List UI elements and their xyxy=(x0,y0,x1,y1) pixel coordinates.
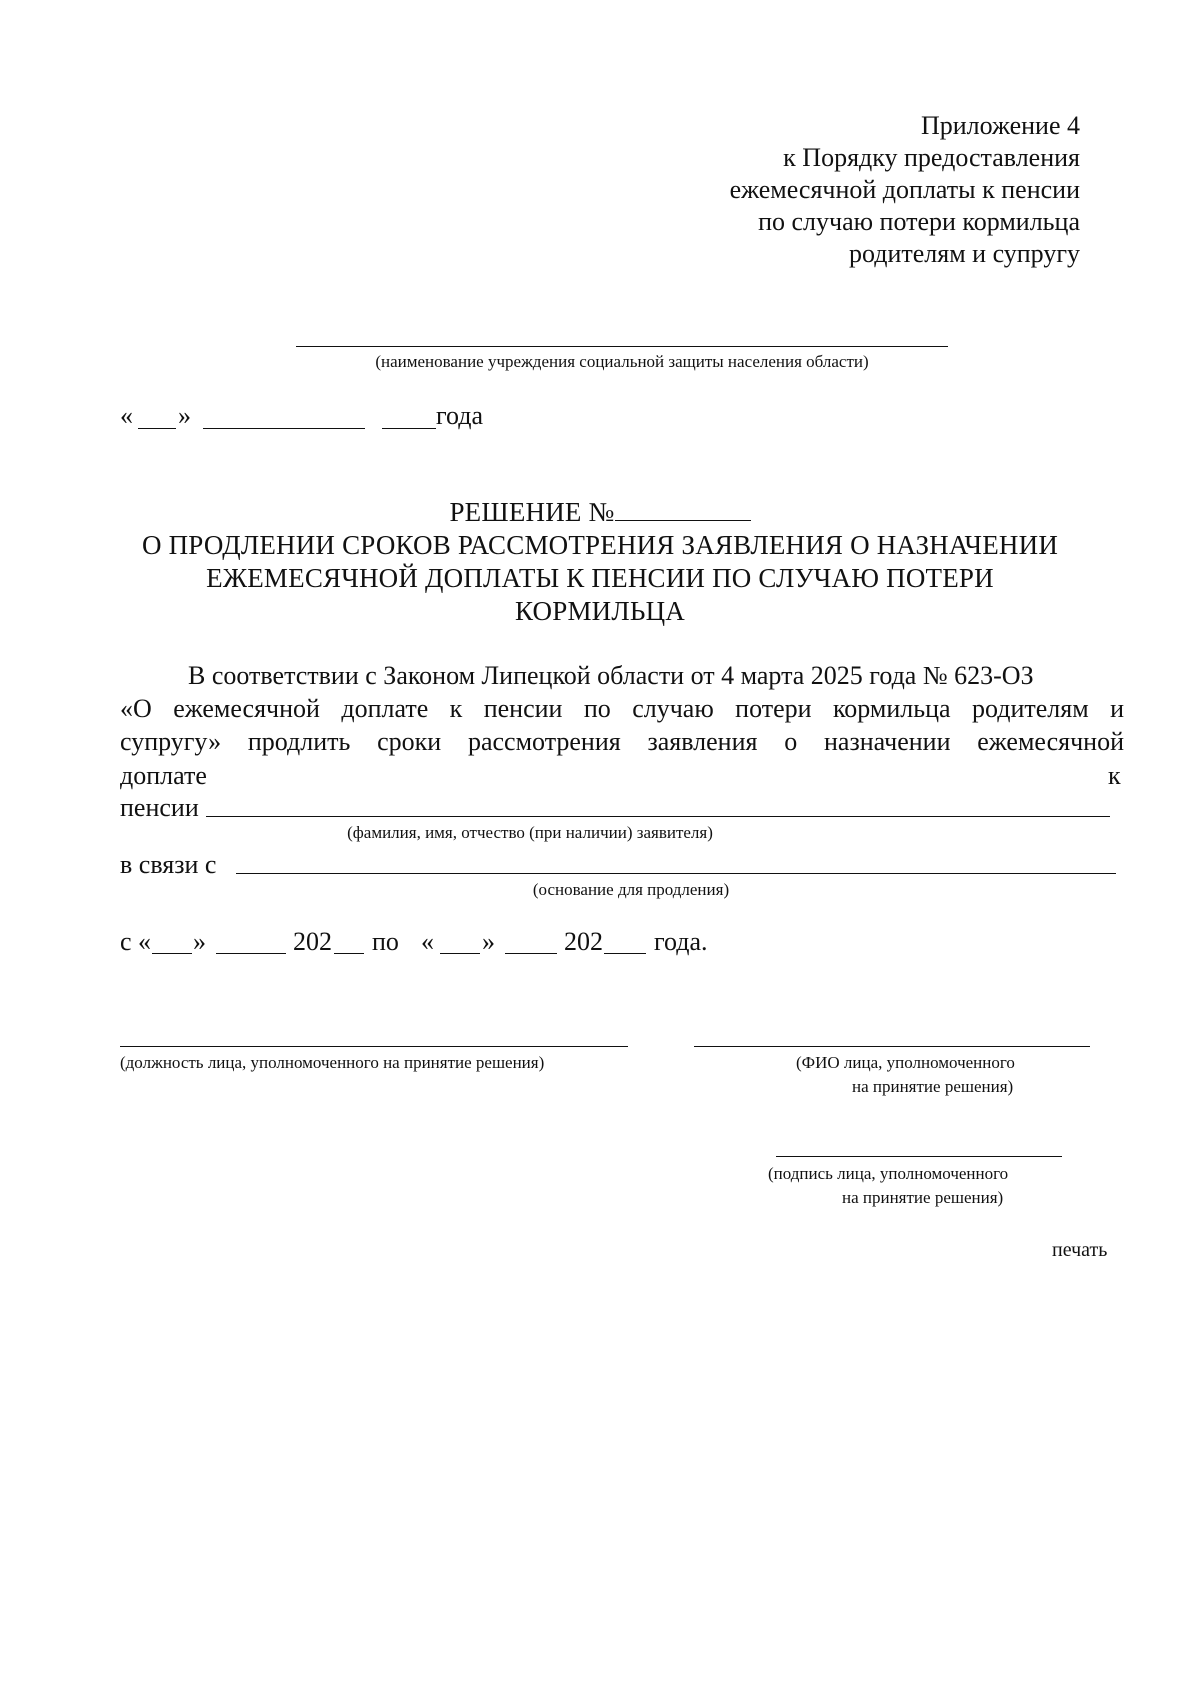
signature-caption: (подпись лица, уполномоченного xyxy=(768,1164,1009,1183)
decision-subject-line: О ПРОДЛЕНИИ СРОКОВ РАССМОТРЕНИЯ ЗАЯВЛЕНИЯ О НАЗНАЧЕНИИ xyxy=(141,530,1059,560)
reason-caption: (основание для продления) xyxy=(532,880,730,899)
body-line: В соответствии с Законом Липецкой области от 4 марта 2025 года № 623-ОЗ xyxy=(188,661,1034,690)
period-to-day-blank xyxy=(440,953,480,954)
appendix-line: по случаю потери кормильца xyxy=(758,207,1080,236)
period-end: года. xyxy=(654,927,708,956)
pension-label: пенсии xyxy=(120,793,199,822)
body-line: супругу» продлить сроки рассмотрения заявления о назначении ежемесячной xyxy=(120,727,1124,756)
official-position-line xyxy=(120,1046,628,1047)
applicant-name-caption: (фамилия, имя, отчество (при наличии) заявителя) xyxy=(347,823,713,842)
date-year-blank xyxy=(382,428,436,429)
period-from-year-blank xyxy=(334,953,364,954)
decision-number-blank xyxy=(615,496,751,521)
period-to-quote-open: « xyxy=(421,927,434,956)
official-name-line xyxy=(694,1046,1090,1047)
appendix-line: к Порядку предоставления xyxy=(783,143,1080,172)
body-line-left: доплате xyxy=(120,761,207,790)
date-close-quote: » xyxy=(178,401,191,430)
period-from-year: 202 xyxy=(293,927,332,956)
appendix-line: родителям и супругу xyxy=(848,239,1080,268)
date-open-quote: « xyxy=(120,401,133,430)
decision-subject-line: КОРМИЛЬЦА xyxy=(515,596,685,626)
period-from: с « xyxy=(120,927,152,956)
signature-caption: на принятие решения) xyxy=(842,1188,1004,1207)
body-line-right: к xyxy=(1108,761,1121,790)
period-to-quote-close: » xyxy=(482,927,495,956)
signature-line xyxy=(776,1156,1062,1157)
appendix-number: Приложение 4 xyxy=(920,111,1080,140)
applicant-name-line xyxy=(206,816,1110,817)
date-month-blank xyxy=(203,428,365,429)
appendix-block xyxy=(580,110,1080,270)
period-to: по xyxy=(372,927,399,956)
date-day-blank xyxy=(138,428,176,429)
official-name-caption: (ФИО лица, уполномоченного xyxy=(796,1053,1015,1072)
period-from-month-blank xyxy=(216,953,286,954)
reason-label: в связи с xyxy=(120,850,217,879)
stamp-label: печать xyxy=(1052,1239,1108,1261)
period-to-year-blank xyxy=(604,953,646,954)
decision-number-row xyxy=(0,496,1200,529)
official-name-caption: на принятие решения) xyxy=(852,1077,1014,1096)
period-to-month-blank xyxy=(505,953,557,954)
institution-caption: (наименование учреждения социальной защиты населения области) xyxy=(375,352,869,371)
reason-line xyxy=(236,873,1116,874)
body-line: «О ежемесячной доплате к пенсии по случаю потери кормильца родителям и xyxy=(120,694,1124,723)
period-from-day-blank xyxy=(152,953,192,954)
institution-line xyxy=(296,346,948,347)
period-to-year: 202 xyxy=(564,927,603,956)
official-position-caption: (должность лица, уполномоченного на принятие решения) xyxy=(120,1053,545,1072)
date-year-word: года xyxy=(436,401,484,430)
decision-title: РЕШЕНИЕ № xyxy=(449,497,615,527)
period-from-quote-close: » xyxy=(193,927,206,956)
appendix-line: ежемесячной доплаты к пенсии xyxy=(729,175,1080,204)
decision-subject-line: ЕЖЕМЕСЯЧНОЙ ДОПЛАТЫ К ПЕНСИИ ПО СЛУЧАЮ ПОТЕРИ xyxy=(206,563,994,593)
